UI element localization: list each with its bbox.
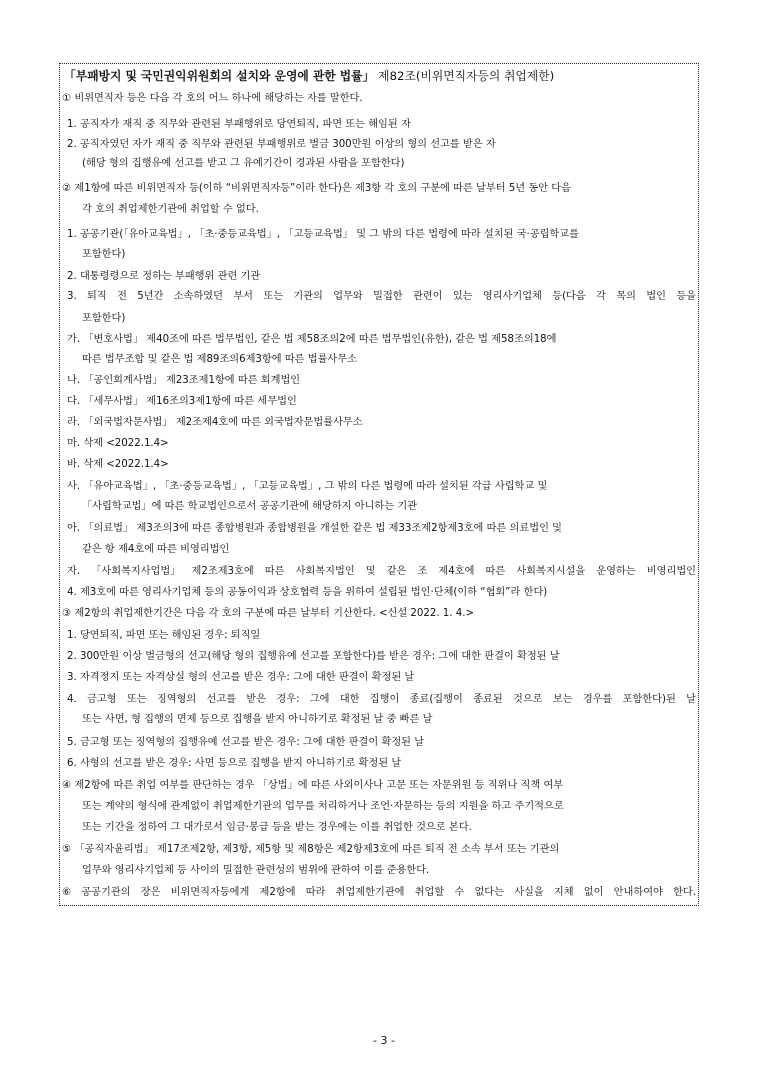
- article-line: 나. 「공인회계사법」 제23조제1항에 따른 회계법인: [67, 375, 301, 386]
- article-title: [64, 69, 554, 83]
- article-line: 「사립학교법」에 따른 학교법인으로서 공공기관에 해당하지 아니하는 기관: [82, 501, 418, 512]
- article-line: 따른 법무조합 및 같은 법 제89조의6제3항에 따른 법률사무소: [82, 354, 357, 365]
- page-number: - 3 -: [373, 1034, 395, 1047]
- article-line: 1. 공직자가 재직 중 직무와 관련된 부패행위로 당연퇴직, 파면 또는 해임된 자: [67, 119, 411, 130]
- article-line: 포함한다): [82, 313, 126, 324]
- article-line: 2. 대통령령으로 정하는 부패행위 관련 기관: [67, 271, 261, 282]
- article-line: 라. 「외국법자문사법」 제2조제4호에 따른 외국법자문법률사무소: [67, 417, 363, 428]
- article-line: 또는 사면, 형 집행의 면제 등으로 집행을 받지 아니하기로 확정된 날 중 빠른 날: [82, 714, 433, 725]
- article-line: 2. 300만원 이상 벌금형의 선고(해당 형의 집행유예 선고를 포함한다)를 받은 경우: 그에 대한 판결이 확정된 날: [67, 651, 560, 662]
- article-line: (해당 형의 집행유예 선고를 받고 그 유예기간이 경과된 사람을 포함한다): [82, 158, 405, 169]
- article-line: ① 비위면직자 등은 다음 각 호의 어느 하나에 해당하는 자를 말한다.: [62, 93, 363, 104]
- article-line: ⑤ 「공직자윤리법」 제17조제2항, 제3항, 제5항 및 제8항은 제2항제3호에 따른 퇴직 전 소속 부서 또는 기관의: [62, 844, 560, 855]
- article-line: 또는 기간을 정하여 그 대가로서 임금·봉급 등을 받는 경우에는 이를 취업한 것으로 본다.: [82, 822, 472, 833]
- article-line: 5. 금고형 또는 징역형의 집행유예 선고를 받은 경우: 그에 대한 판결이 확정된 날: [67, 737, 425, 748]
- article-line: 자. 「사회복지사업법」 제2조제3호에 따른 사회복지법인 및 같은 조 제4호에 따른 사회복지시설을 운영하는 비영리법인: [67, 566, 696, 577]
- article-line: ④ 제2항에 따른 취업 여부를 판단하는 경우 「상법」에 따른 사외이사나 고문 또는 자문위원 등 직위나 직책 여부: [62, 780, 564, 791]
- article-line: 바. 삭제 <2022.1.4>: [67, 459, 169, 470]
- article-line: 1. 공공기관(「유아교육법」, 「초·중등교육법」, 「고등교육법」 및 그 밖의 다른 법령에 따라 설치된 국·공립학교를: [67, 229, 579, 240]
- article-line: 2. 공직자였던 자가 재직 중 직무와 관련된 부패행위로 벌금 300만원 이상의 형의 선고를 받은 자: [67, 139, 496, 150]
- article-line: 3. 자격정지 또는 자격상실 형의 선고를 받은 경우: 그에 대한 판결이 확정된 날: [67, 672, 415, 683]
- article-line: 3. 퇴직 전 5년간 소속하였던 부서 또는 기관의 업무와 밀접한 관련이 있는 영리사기업체 등(다음 각 목의 법인 등을: [67, 291, 696, 302]
- article-line: ② 제1항에 따른 비위면직자 등(이하 “비위면직자등”이라 한다)은 제3항 각 호의 구분에 따른 날부터 5년 동안 다음: [62, 183, 571, 194]
- article-line: ③ 제2항의 취업제한기간은 다음 각 호의 구분에 따른 날부터 기산한다. <신설 2022. 1. 4.>: [62, 608, 475, 619]
- article-line: 마. 삭제 <2022.1.4>: [67, 438, 169, 449]
- article-line: 4. 금고형 또는 징역형의 선고를 받은 경우: 그에 대한 집행이 종료(집행이 종료된 것으로 보는 경우를 포함한다)된 날: [67, 694, 696, 705]
- article-line: 업무와 영리사기업체 등 사이의 밀접한 관련성의 범위에 관하여 이를 준용한다.: [82, 865, 430, 876]
- article-line: 1. 당연퇴직, 파면 또는 해임된 경우: 퇴직일: [67, 630, 261, 641]
- article-line: 4. 제3호에 따른 영리사기업체 등의 공동이익과 상호협력 등을 위하여 설립된 법인·단체(이하 “협회”라 한다): [67, 587, 548, 598]
- article-line: 사. 「유아교육법」, 「초·중등교육법」, 「고등교육법」, 그 밖의 다른 법령에 따라 설치된 각급 사립학교 및: [67, 481, 548, 492]
- article-line: 아. 「의료법」 제3조의3에 따른 종합병원과 종합병원을 개설한 같은 법 제33조제2항제3호에 따른 의료법인 및: [67, 523, 563, 534]
- article-line: 6. 사형의 선고를 받은 경우: 사면 등으로 집행을 받지 아니하기로 확정된 날: [67, 758, 402, 769]
- article-line: 또는 계약의 형식에 관계없이 취업제한기관의 업무를 처리하거나 조언·자문하는 등의 지원을 하고 주기적으로: [82, 801, 564, 812]
- article-line: 가. 「변호사법」 제40조에 따른 법무법인, 같은 법 제58조의2에 따른 법무법인(유한), 같은 법 제58조의18에: [67, 334, 557, 345]
- article-line: 다. 「세무사법」 제16조의3제1항에 따른 세무법인: [67, 396, 297, 407]
- article-line: 포함한다): [82, 249, 126, 260]
- law-name: 「부패방지 및 국민권익위원회의 설치와 운영에 관한 법률」: [64, 69, 375, 83]
- article-heading: 제82조(비위면직자등의 취업제한): [374, 69, 555, 83]
- article-line: ⑥ 공공기관의 장은 비위면직자등에게 제2항에 따라 취업제한기관에 취업할 수 없다는 사실을 지체 없이 안내하여야 한다.: [62, 887, 696, 898]
- article-line: 각 호의 취업제한기관에 취업할 수 없다.: [82, 204, 259, 215]
- article-line: 같은 항 제4호에 따른 비영리법인: [82, 544, 230, 555]
